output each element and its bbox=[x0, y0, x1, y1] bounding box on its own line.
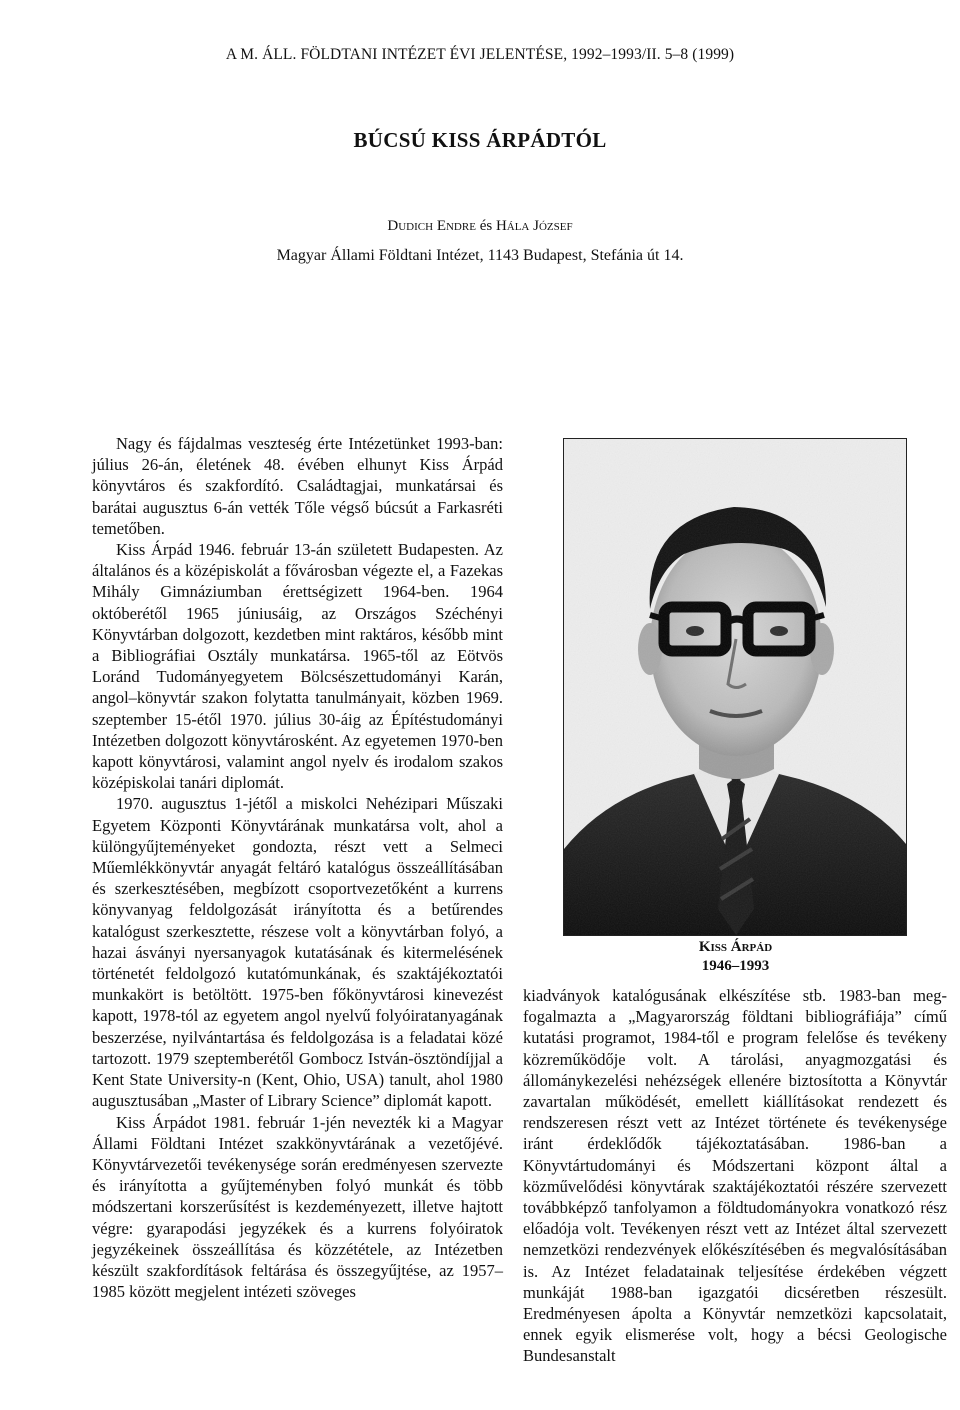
author-conjunction: és bbox=[479, 218, 493, 234]
author-line bbox=[0, 218, 960, 235]
portrait-illustration bbox=[564, 439, 906, 935]
left-column bbox=[92, 433, 503, 1302]
paragraph: Kiss Árpád 1946. február 13-án született Budapesten. Az általános és a középiskolát a fővárosban végezte el, a Fazekas Mihály Gimnáziumban érettségizett 1964-ben. 1964 októberétől 1965 júniusáig, az Országos Széchényi Könyvtárban dolgozott, kezdetben mint raktáros, később mint a Bibliográfiai Osztály munkatársa. 1965-től az Eötvös Loránd Tudományegyetem Bölcsészettudományi Karán, angol–könyvtár szakon folytatta tanulmányait, közben 1969. szeptember 15-étől 1970. július 30-áig az Építéstudományi Intézetben dolgozott könyvtárosként. Az egyetemen 1970-ben kapott könyvtárosi, valamint angol nyelv és irodalom szakos középiskolai tanári diplomát. bbox=[92, 540, 503, 793]
right-column bbox=[523, 985, 947, 1367]
portrait-photo bbox=[563, 438, 907, 936]
page-title: BÚCSÚ KISS ÁRPÁDTÓL bbox=[353, 128, 607, 152]
paragraph: kiadványok katalógusának elkészítése stb. 1983-ban megfogalmazta a „Magyarország földtani bibliográfiája” című kutatási programot, 1984-től e program felelőse és tevékeny közreműködője volt. A tárolási, anyagmozgatási és állománykezelési nehézségek ellenére biztosította a Könyvtár zavartalan működését, emellett kiállításokat rendezett és rendszeresen részt vett az Intézet története és tevékenysége iránt érdeklődők tájékoztatásában. 1986-ban a Könyvtártudományi és Módszertani központ által a közművelődési könyvtárak szaktájékoztatói részére szervezett továbbképző tanfolyamon a földtudományokra vonatkozó rész előadója volt. Tevékenyen részt vett az Intézet által szervezett nemzetközi rendezvények előkészítésében és megvalósításában is. Az Intézet feladatainak teljesítése érdekében végzett munkáját 1988-ban igazgatói dicséretben részesült. Eredményesen ápolta a Könyvtár nemzetközi kapcsolatait, ennek egyik elismerése volt, hogy a bécsi Geologische Bundesanstalt bbox=[523, 986, 947, 1366]
journal-header: A M. ÁLL. FÖLDTANI INTÉZET ÉVI JELENTÉSE, 1992–1993/II. 5–8 (1999) bbox=[225, 46, 735, 63]
author-2: Hála József bbox=[495, 218, 573, 234]
paragraph: Nagy és fájdalmas veszteség érte Intézetünket 1993-ban: július 26-án, életének 48. évében elhunyt Kiss Árpád könyvtáros és szakfordító. Családtagjai, munkatársai és barátai augusztus 6-án vették Tőle végső búcsút a Farkasréti temetőben. bbox=[92, 434, 503, 538]
affiliation: Magyar Állami Földtani Intézet, 1143 Budapest, Stefánia út 14. bbox=[276, 247, 684, 264]
paragraph: 1970. augusztus 1-jétől a miskolci Nehézipari Műszaki Egyetem Központi Könyvtárának munkatársa volt, ahol a különgyűjteményeket gondozta, részt vett a Selmeci Műemlékkönyvtár anyagát feltáró katalógus összeállításában és szerkesztésében, megbízott csoportvezetőként a kurrens könyvanyag feldolgozását irányította és a betűrendes katalógust szerkesztette, részese volt a könyvtárban folyó, a hazai ásványi nyersanyagok kutatásának és kitermelésének történetét feldolgozó kutatómunkának, és szaktájékoztatói munkakört is betöltött. 1975-ben főkönyvtárosi kinevezést kapott, 1978-tól az egyetem angol nyelvű folyóiratanyagának beszerzése, nyilvántartása és feldolgozása is a feladatai közé tartozott. 1979 szeptemberétől Gombocz István-ösztöndíjjal a Kent State University-n (Kent, Ohio, USA) tanult, ahol 1980 augusztusában „Master of Library Science” diplomát kapott. bbox=[92, 794, 503, 1111]
caption-name: Kiss Árpád bbox=[698, 939, 773, 955]
paragraph: Kiss Árpádot 1981. február 1-jén nevezték ki a Magyar Állami Földtani Intézet szakkönyvtárának a vezetőjévé. Könyvtárvezetői tevékenysége során eredményesen szervezte és irányította a gyűjteményben folyó munkát és több módszertani korszerűsítést is kezdeményezett, illetve hajtott végre: gyarapodási jegyzékek és a kurrens folyóiratok jegyzékeinek összeállítása és közzététele, az Intézetben készült szakfordítások feltárása és összegyűjtése, az 1957–1985 között megjelent intézeti szöveges bbox=[92, 1112, 503, 1302]
caption-years: 1946–1993 bbox=[701, 958, 770, 974]
author-1: Dudich Endre bbox=[387, 218, 476, 234]
photo-caption bbox=[563, 938, 908, 976]
